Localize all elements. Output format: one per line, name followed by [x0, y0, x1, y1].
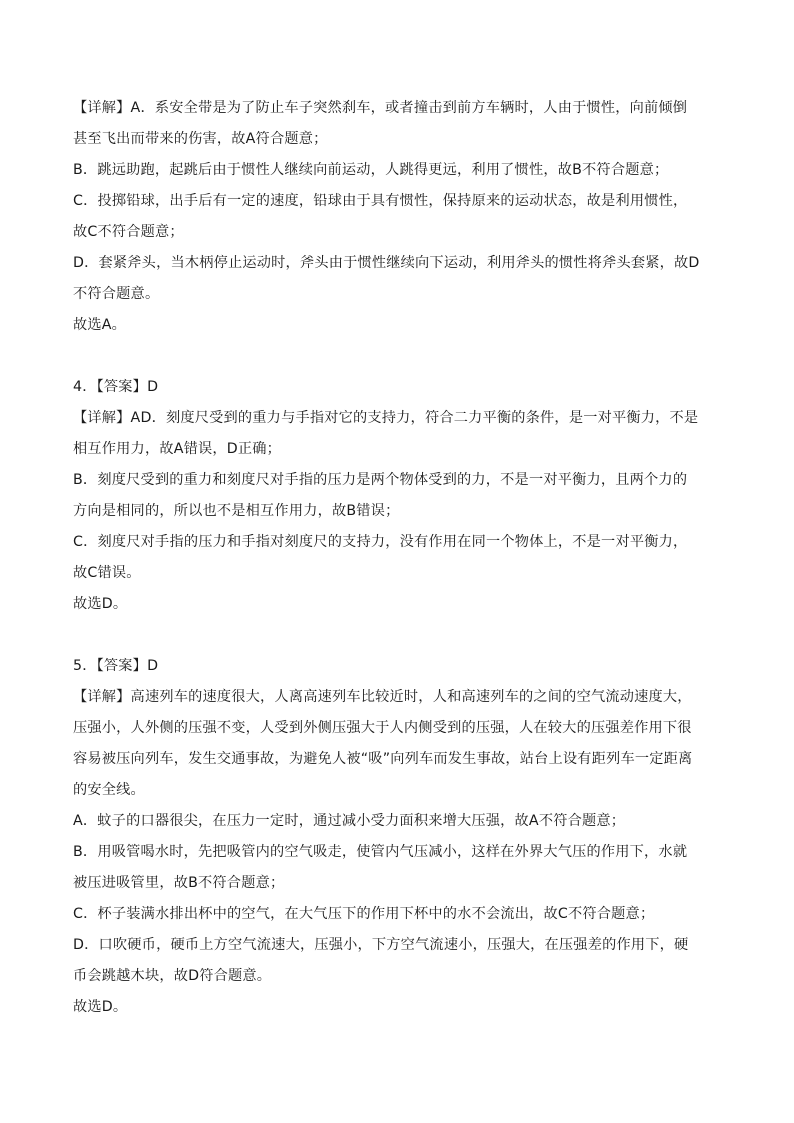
answer-heading: 4．【答案】D [73, 379, 159, 395]
paragraph-line: 的安全线。 [73, 782, 145, 798]
paragraph-line: 故选A。 [73, 317, 127, 333]
paragraph-line: B．用吸管喝水时，先把吸管内的空气吸走，使管内气压减小，这样在外界大气压的作用下，水就 [73, 844, 688, 860]
paragraph-line: 被压进吸管里，故B不符合题意； [73, 875, 285, 891]
paragraph-line: 故C不符合题意； [73, 224, 184, 240]
paragraph-line: 故选D。 [73, 999, 128, 1015]
paragraph-line: C．杯子装满水排出杯中的空气，在大气压下的作用下杯中的水不会流出，故C不符合题意； [73, 906, 655, 922]
paragraph-line: 币会跳越木块，故D符合题意。 [73, 968, 272, 984]
paragraph-line: B．刻度尺受到的重力和刻度尺对手指的压力是两个物体受到的力，不是一对平衡力，且两个力的 [73, 472, 688, 488]
paragraph-line: C．刻度尺对手指的压力和手指对刻度尺的支持力，没有作用在同一个物体上，不是一对平衡力， [73, 534, 688, 550]
paragraph-line: 【详解】高速列车的速度很大，人离高速列车比较近时，人和高速列车的之间的空气流动速度大， [73, 689, 692, 705]
paragraph-line: 故C错误。 [73, 565, 141, 581]
paragraph-line: D．套紧斧头，当木柄停止运动时，斧头由于惯性继续向下运动，利用斧头的惯性将斧头套紧，故D [73, 255, 700, 271]
paragraph-line: 甚至飞出而带来的伤害，故A符合题意； [73, 131, 328, 147]
paragraph-line: B．跳远助跑，起跳后由于惯性人继续向前运动，人跳得更远，利用了惯性，故B不符合题意； [73, 162, 669, 178]
paragraph-line: A．蚊子的口器很尖，在压力一定时，通过减小受力面积来增大压强，故A不符合题意； [73, 813, 626, 829]
paragraph-line: 压强小，人外侧的压强不变，人受到外侧压强大于人内侧受到的压强，人在较大的压强差作用下很 [73, 720, 692, 736]
paragraph-line: 故选D。 [73, 596, 128, 612]
paragraph-line: 【详解】A．系安全带是为了防止车子突然刹车，或者撞击到前方车辆时，人由于惯性，向前倾倒 [73, 100, 688, 116]
paragraph-line: 方向是相同的，所以也不是相互作用力，故B错误； [73, 503, 400, 519]
paragraph-line: 【详解】AD．刻度尺受到的重力与手指对它的支持力，符合二力平衡的条件，是一对平衡力，不是 [73, 410, 699, 426]
answer-heading: 5．【答案】D [73, 658, 159, 674]
paragraph-line: C．投掷铅球，出手后有一定的速度，铅球由于具有惯性，保持原来的运动状态，故是利用惯性， [73, 193, 688, 209]
paragraph-line: 相互作用力，故A错误，D正确； [73, 441, 282, 457]
paragraph-line: 容易被压向列车，发生交通事故，为避免人被“吸”向列车而发生事故，站台上设有距列车一定距离 [73, 751, 693, 767]
paragraph-line: D．口吹硬币，硬币上方空气流速大，压强小，下方空气流速小，压强大，在压强差的作用下，硬 [73, 937, 689, 953]
paragraph-line: 不符合题意。 [73, 286, 160, 302]
